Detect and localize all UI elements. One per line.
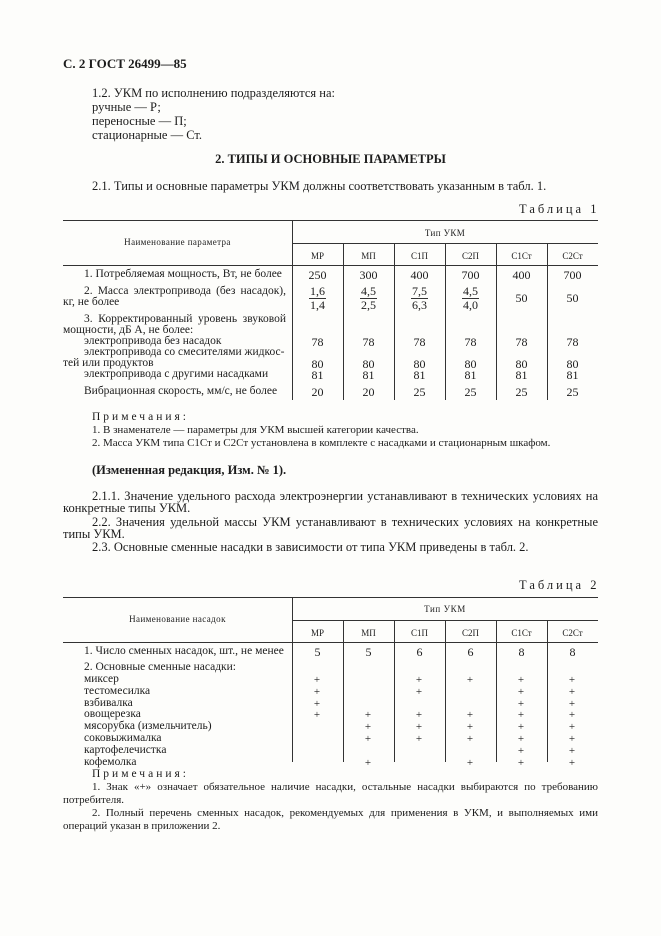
table1-cell: 81 — [464, 368, 477, 382]
page-header: С. 2 ГОСТ 26499—85 — [63, 56, 187, 71]
notes2-item2a: 2. Полный перечень сменных насадок, рекомендуемых для применения в УКМ, и выполняемых ими — [92, 807, 598, 819]
paragraph-2-2b: типы УКМ. — [63, 527, 125, 541]
table2-name-header: Наименование насадок — [129, 614, 226, 624]
table2-cell: 5 — [365, 645, 372, 659]
table1-cell: 300 — [359, 268, 378, 282]
table2-plus-mark: + — [517, 733, 525, 745]
table1-cell: 700 — [461, 268, 480, 282]
intro-line-4: стационарные — Ст. — [92, 128, 203, 142]
table2-col-c1p: С1П — [410, 628, 428, 638]
table1-cell: 78 — [413, 335, 426, 349]
table2-plus-mark: + — [466, 709, 474, 722]
table2-plus-mark: + — [517, 744, 525, 757]
notes2-title: Примечания: — [92, 768, 189, 780]
table1-cell: 78 — [362, 335, 375, 349]
table2-type-header: Тип УКМ — [424, 604, 466, 614]
table2-item-label: тестомесилка — [84, 684, 151, 697]
table1-row3-sub2b: тей или продуктов — [63, 357, 154, 369]
table1-fraction: $\frac{4,5}{2,5}$ — [361, 284, 376, 312]
table1-cell: 25 — [515, 385, 528, 399]
table2-plus-mark: + — [517, 674, 525, 686]
table1-cell: 20 — [311, 385, 324, 399]
paragraph-2-1: 2.1. Типы и основные параметры УКМ должны соответствовать указанным в табл. 1. — [92, 179, 547, 193]
table2-item-label: картофелечистка — [84, 743, 167, 756]
table2-item-label: взбивалка — [84, 696, 133, 709]
table2-plus-mark: + — [568, 756, 576, 769]
table2-plus-mark: + — [466, 721, 474, 734]
table1-cell: 81 — [515, 368, 528, 382]
table2-plus-mark: + — [568, 709, 576, 722]
table2-col-c2p: С2П — [461, 628, 479, 638]
table2-plus-mark: + — [517, 756, 525, 769]
table2-item-label: мясорубка (измельчитель) — [84, 720, 212, 733]
table1-cell: 700 — [563, 268, 582, 282]
table2-col-c2st: С2Ст — [562, 628, 583, 638]
table2-caption: Таблица 2 — [519, 578, 600, 592]
table1-cell: 80 — [362, 357, 375, 371]
table2-item-label: миксер — [84, 673, 119, 685]
table1-cell: 78 — [311, 335, 324, 349]
table1-cell: 80 — [413, 357, 426, 371]
table1-row1-label: 1. Потребляемая мощность, Вт, не более — [84, 268, 282, 280]
table1-cell: 25 — [566, 385, 579, 399]
table2-plus-mark: + — [568, 721, 576, 734]
table1-cell: 400 — [512, 268, 531, 282]
table1-cell: 78 — [515, 335, 528, 349]
table1-row4-label: Вибрационная скорость, мм/с, не более — [84, 385, 278, 397]
table1-cell: 80 — [515, 357, 528, 371]
table1-cell: 50 — [566, 291, 579, 305]
table1-col-c2st: С2Ст — [562, 251, 583, 261]
table2-plus-mark: + — [364, 733, 372, 745]
paragraph-2-2a: 2.2. Значения удельной массы УКМ устанавливают в технических условиях на конкретные — [92, 515, 598, 529]
intro-line-1: 1.2. УКМ по исполнению подразделяются на: — [92, 86, 335, 100]
table1-cell: 80 — [566, 357, 579, 371]
table1-row3-label1: 3. Корректированный уровень звуковой — [84, 313, 286, 325]
intro-line-3: переносные — П; — [92, 114, 187, 128]
table2-plus-mark: + — [568, 733, 576, 745]
table2-plus-mark: + — [415, 721, 423, 734]
section-title: 2. ТИПЫ И ОСНОВНЫЕ ПАРАМЕТРЫ — [215, 152, 446, 166]
notes2-item2b: операций указан в приложении 2. — [63, 820, 221, 832]
table2-cell: 6 — [467, 645, 474, 659]
paragraph-2-1-1b: конкретные типы УКМ. — [63, 501, 191, 515]
table1-cell: 78 — [566, 335, 579, 349]
table1-col-mr: МР — [310, 251, 324, 261]
notes1-title: Примечания: — [92, 411, 189, 423]
table1-fraction: $\frac{7,5}{6,3}$ — [412, 284, 427, 312]
intro-line-2: ручные — Р; — [92, 100, 161, 114]
table1-name-header: Наименование параметра — [124, 237, 231, 247]
table1-row3-label2: мощности, дБ А, не более: — [63, 324, 194, 336]
table1-cell: 20 — [362, 385, 375, 399]
table2-plus-mark: + — [313, 674, 321, 686]
table2-plus-mark: + — [313, 697, 321, 710]
table1-cell: 250 — [308, 268, 327, 282]
table1-cell: 50 — [515, 291, 528, 305]
table2-item-label: соковыжималка — [84, 732, 162, 744]
table2-plus-mark: + — [466, 756, 474, 769]
table1-col-c1st: С1Ст — [511, 251, 532, 261]
table2-plus-mark: + — [517, 709, 525, 722]
table2-plus-mark: + — [568, 697, 576, 710]
table1-col-c2p: С2П — [461, 251, 479, 261]
table1-cell: 25 — [464, 385, 477, 399]
table2-plus-mark: + — [364, 721, 372, 734]
notes2-item1a: 1. Знак «+» означает обязательное наличие насадки, остальные насадки выбираются по требованию — [92, 781, 598, 793]
table1-row2-label2: кг, не более — [63, 296, 120, 308]
paragraph-2-1-1a: 2.1.1. Значение удельного расхода электроэнергии устанавливают в технических условиях на — [92, 489, 598, 503]
table2-col-c1st: С1Ст — [511, 628, 532, 638]
table1-cell: 81 — [566, 368, 579, 382]
table1-row2-label1: 2. Масса электропривода (без насадок), — [84, 285, 286, 297]
amendment-note: (Измененная редакция, Изм. № 1). — [92, 463, 287, 477]
notes1-item1: 1. В знаменателе — параметры для УКМ высшей категории качества. — [92, 424, 419, 436]
table1-cell: 25 — [413, 385, 426, 399]
paragraph-2-3: 2.3. Основные сменные насадки в зависимости от типа УКМ приведены в табл. 2. — [92, 540, 529, 554]
table2-plus-mark: + — [568, 674, 576, 686]
table2-col-mp: МП — [361, 628, 376, 638]
table2-plus-mark: + — [568, 685, 576, 698]
table1-row3-sub2a: электропривода со смесителями жидкос- — [84, 346, 285, 358]
table1-cell: 81 — [311, 368, 324, 382]
table1-cell: 81 — [413, 368, 426, 382]
table2-cell: 6 — [416, 645, 423, 659]
table2-plus-mark: + — [313, 709, 321, 722]
table1-col-mp: МП — [361, 251, 376, 261]
table2-plus-mark: + — [415, 709, 423, 722]
table2-plus-mark: + — [517, 697, 525, 710]
table2-plus-mark: + — [364, 756, 372, 769]
table2-plus-mark: + — [517, 721, 525, 734]
table1-type-header: Тип УКМ — [424, 228, 466, 238]
table2-row1-label: 1. Число сменных насадок, шт., не менее — [84, 645, 284, 657]
table1-cell: 400 — [410, 268, 429, 282]
table1-row3-sub3: электропривода с другими насадками — [84, 368, 269, 380]
table2-plus-mark: + — [415, 685, 423, 698]
notes2-item1b: потребителя. — [63, 794, 125, 806]
table1-row3-sub1: электропривода без насадок — [84, 335, 222, 347]
table2-plus-mark: + — [568, 744, 576, 757]
table2-plus-mark: + — [466, 674, 474, 686]
table1-cell: 81 — [362, 368, 375, 382]
table1-cell: 80 — [311, 357, 324, 371]
table2-plus-mark: + — [466, 733, 474, 745]
table2-plus-mark: + — [364, 709, 372, 722]
table2-item-label: кофемолка — [84, 755, 137, 768]
table2-cell: 8 — [569, 645, 576, 659]
table2-plus-mark: + — [415, 733, 423, 745]
table2-cell: 8 — [518, 645, 525, 659]
table2-row2-label: 2. Основные сменные насадки: — [84, 661, 236, 673]
table2-col-mr: МР — [310, 628, 324, 638]
table2-plus-mark: + — [415, 674, 423, 686]
notes1-item2: 2. Масса УКМ типа С1Ст и С2Ст установлена в комплекте с насадками и стационарным шкафом. — [92, 437, 551, 449]
table1-caption: Таблица 1 — [519, 202, 600, 216]
table2-cell: 5 — [314, 645, 321, 659]
table2-plus-mark: + — [517, 685, 525, 698]
table1-col-c1p: С1П — [410, 251, 428, 261]
table1-fraction: $\frac{4,5}{4,0}$ — [463, 284, 478, 312]
table1-cell: 78 — [464, 335, 477, 349]
table2-plus-mark: + — [313, 685, 321, 698]
table1-cell: 80 — [464, 357, 477, 371]
table2-item-label: овощерезка — [84, 708, 141, 721]
table1-fraction: $\frac{1,6}{1,4}$ — [310, 284, 325, 312]
